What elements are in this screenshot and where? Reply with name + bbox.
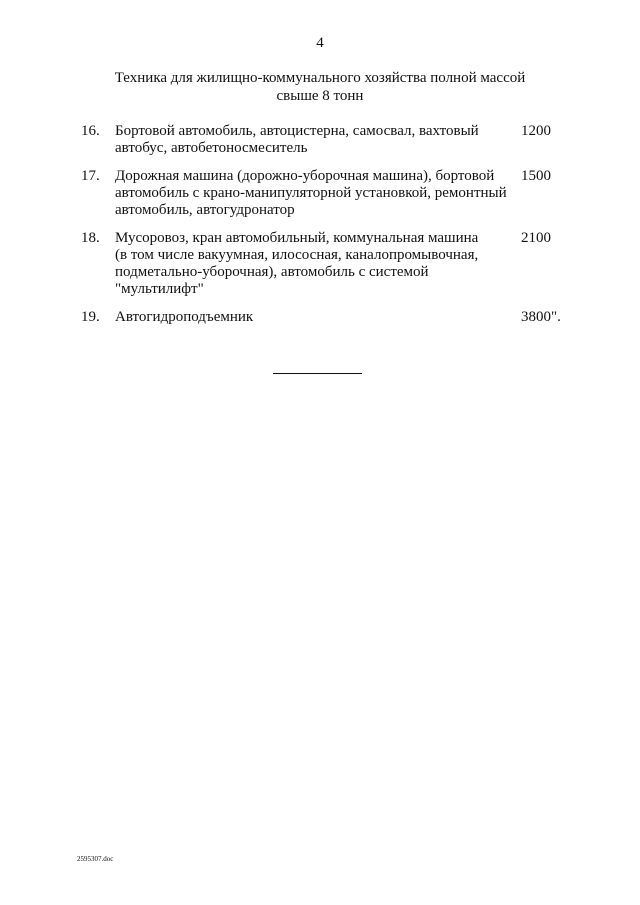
document-filename: 2595307.doc [77,855,114,863]
item-number: 16. [81,123,100,139]
item-description-line: автобус, автобетоносмеситель [115,140,308,156]
item-number: 19. [81,309,100,325]
list-item-19 [0,309,640,326]
item-description-line: автомобиль, автогудронатор [115,202,295,218]
item-description-line: (в том числе вакуумная, илососная, каналопромывочная, [115,247,479,263]
section-heading [100,69,540,105]
item-description [115,123,505,157]
item-value: 1200 [521,123,551,139]
section-divider [273,373,362,374]
item-description-line: Мусоровоз, кран автомобильный, коммунальная машина [115,230,479,246]
item-description-line: "мультилифт" [115,281,204,297]
item-description-line: Автогидроподъемник [115,309,254,325]
item-description-line: Дорожная машина (дорожно-уборочная машина), бортовой [115,168,495,184]
section-heading-line-1: Техника для жилищно-коммунального хозяйства полной массой [114,70,526,86]
item-description [115,168,505,219]
item-description-line: автомобиль с крано-манипуляторной установкой, ремонтный [115,185,507,201]
list-item-16 [0,123,640,157]
item-description [115,230,505,298]
section-heading-line-2: свыше 8 тонн [276,88,364,104]
item-description-line: Бортовой автомобиль, автоцистерна, самосвал, вахтовый [115,123,479,139]
list-item-17 [0,168,640,219]
item-description-line: подметально-уборочная), автомобиль с системой [115,264,429,280]
list-item-18 [0,230,640,298]
equipment-list [0,123,640,337]
item-value: 3800". [521,309,561,325]
page-number: 4 [316,35,324,51]
item-number: 17. [81,168,100,184]
item-value: 1500 [521,168,551,184]
item-description [115,309,505,326]
item-value: 2100 [521,230,551,246]
item-number: 18. [81,230,100,246]
